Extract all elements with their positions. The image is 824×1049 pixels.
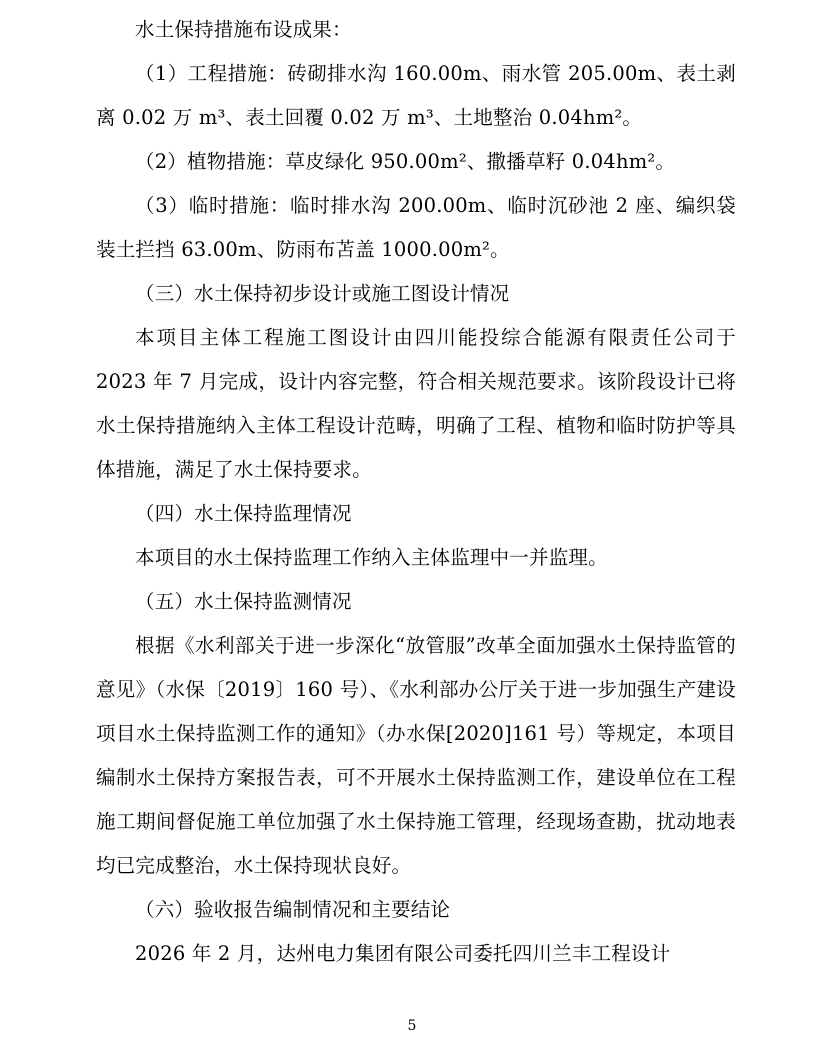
paragraph: 2026 年 2 月，达州电力集团有限公司委托四川兰丰工程设计 — [135, 942, 671, 965]
paragraph: 水土保持措施布设成果： — [135, 18, 352, 41]
paragraph: （3）临时措施：临时排水沟 200.00m、临时沉砂池 2 座、编织袋装土拦挡 63.00m、防雨布苫盖 1000.00m²。 — [96, 194, 736, 261]
paragraph: 本项目的水土保持监理工作纳入主体监理中一并监理。 — [135, 546, 608, 569]
page-number: 5 — [407, 1018, 417, 1034]
paragraph: 根据《水利部关于进一步深化“放管服”改革全面加强水土保持监管的意见》（水保〔2019〕160 号）、《水利部办公厅关于进一步加强生产建设项目水土保持监测工作的通知》（办水保[2020]161 号）等规定，本项目编制水土保持方案报告表，可不开展水土保持监测工作，建设单位在工程施工期间督促施工单位加强了水土保持施工管理，经现场查勘，扰动地表均已完成整治，水土保持现状良好。 — [96, 634, 736, 877]
paragraph: 本项目主体工程施工图设计由四川能投综合能源有限责任公司于 2023 年 7 月完成，设计内容完整，符合相关规范要求。该阶段设计已将水土保持措施纳入主体工程设计范畴，明确了工程、植物和临时防护等具体措施，满足了水土保持要求。 — [96, 326, 736, 481]
paragraph: （2）植物措施：草皮绿化 950.00m²、撒播草籽 0.04hm²。 — [135, 150, 676, 173]
paragraph: （1）工程措施：砖砌排水沟 160.00m、雨水管 205.00m、表土剥离 0.02 万 m³、表土回覆 0.02 万 m³、土地整治 0.04hm²。 — [96, 62, 736, 129]
page-body — [96, 8, 736, 976]
paragraph-heading: （三）水土保持初步设计或施工图设计情况 — [135, 282, 510, 305]
paragraph-heading: （五）水土保持监测情况 — [135, 590, 352, 613]
paragraph-heading: （六）验收报告编制情况和主要结论 — [135, 898, 451, 921]
paragraph-heading: （四）水土保持监理情况 — [135, 502, 352, 525]
